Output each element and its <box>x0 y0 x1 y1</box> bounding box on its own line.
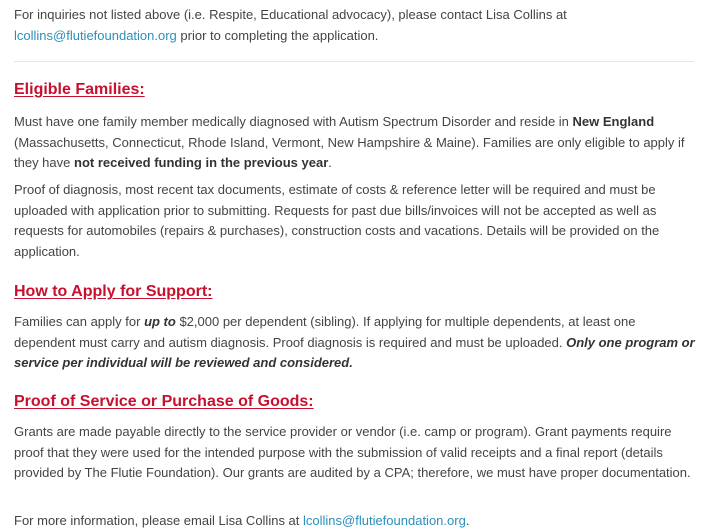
eligible-paragraph-2: Proof of diagnosis, most recent tax documents, estimate of costs & reference letter will be required and must be uploaded with application prior to submitting. Requests for past due bills/invoices will not be accepted as well as requests for automobiles (repairs & purchases), construction costs and vacations. Details will be provided on the application. <box>14 182 660 259</box>
eligible-text-c: (Massachusetts, Connecticut, Rhode Island, Vermont, New Hampshire & Maine). Families are only eligible to apply if they have <box>14 134 685 170</box>
eligible-text-a: Must have one family member medically diagnosed with Autism Spectrum Disorder and reside in <box>14 114 573 129</box>
eligible-funding-condition: not received funding in the previous year <box>74 155 329 170</box>
section-divider <box>14 61 694 62</box>
apply-up-to: up to <box>144 314 176 329</box>
eligible-text-e: . <box>328 155 332 170</box>
eligible-families-heading: Eligible Families: <box>14 81 145 98</box>
apply-text-a: Families can apply for <box>14 314 145 329</box>
intro-text: For inquiries not listed above (i.e. Respite, Educational advocacy), please contact Lisa Collins at <box>14 7 567 22</box>
intro-text-end: prior to completing the application. <box>176 27 379 43</box>
intro-email-link[interactable]: lcollins@flutiefoundation.org <box>14 27 177 43</box>
proof-paragraph-1: Grants are made payable directly to the service provider or vendor (i.e. camp or program). Grant payments require proof that they were used for the intended purpose with the submission of valid receipts and a final report (details provided by The Flutie Foundation). Our grants are audited by a CPA; therefore, we must have proper documentation. <box>14 424 691 480</box>
apply-paragraph <box>14 312 698 374</box>
apply-text-c: $2,000 per dependent (sibling). If applying for multiple dependents, at least one dependent must carry and autism diagnosis. Proof diagnosis is required and must be uploaded. <box>14 314 636 350</box>
proof-contact-text: For more information, please email Lisa Collins at <box>14 513 304 528</box>
proof-email-link[interactable]: lcollins@flutiefoundation.org <box>303 513 466 528</box>
proof-contact-end: . <box>465 513 470 528</box>
intro-paragraph <box>14 5 694 46</box>
how-to-apply-heading: How to Apply for Support: <box>14 283 213 300</box>
apply-one-program-note: Only one program or service per individual will be reviewed and considered. <box>14 334 695 370</box>
eligible-region: New England <box>572 114 655 129</box>
eligible-paragraph-1 <box>14 112 698 174</box>
proof-paragraph-2 <box>14 511 698 532</box>
proof-of-service-heading: Proof of Service or Purchase of Goods: <box>14 393 314 410</box>
